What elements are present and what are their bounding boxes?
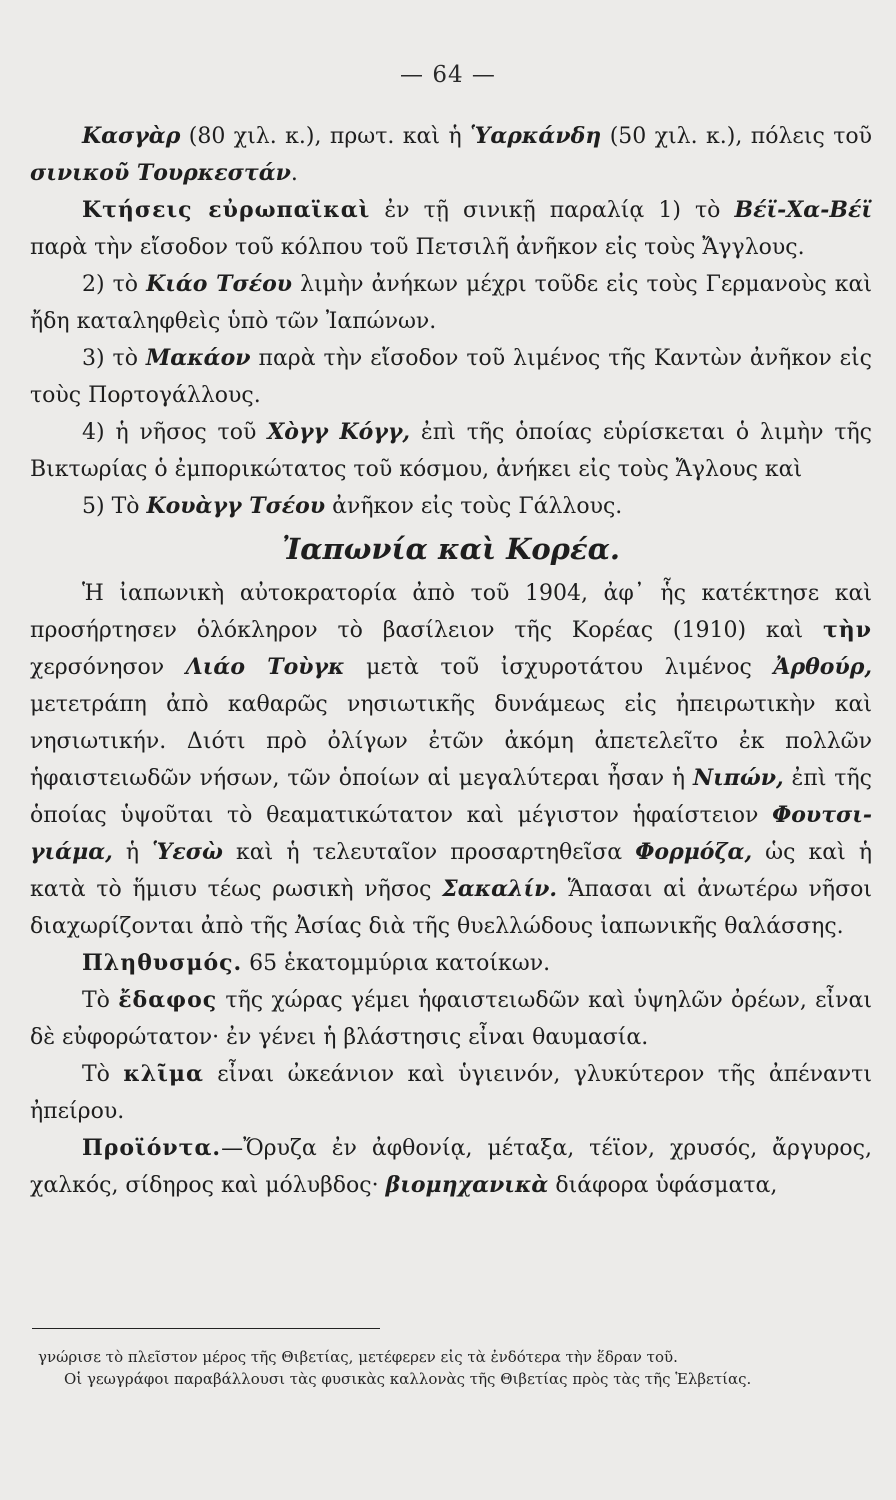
- emphasis-word: τὴν: [822, 617, 872, 643]
- text-span: ἐπὶ τῆς ὁποίας εὑρίσκεται ὁ λιμὴν τῆς Βικτωρίας ὁ ἐμπορικώτατος τοῦ κόσμου, ἀνήκει εἰς τοὺς Ἄγλους καὶ: [30, 420, 872, 482]
- paragraph-kasgar: [30, 118, 872, 192]
- paragraph-macao: [30, 340, 872, 414]
- section-heading-inline: Κτήσεις εὐρωπαϊκαὶ: [82, 197, 371, 223]
- page-number: — 64 —: [400, 62, 496, 88]
- paragraph-kiao-tseou: [30, 266, 872, 340]
- text-span: ἡ: [112, 840, 153, 865]
- section-heading-inline: ἔδαφος: [118, 987, 218, 1013]
- text-span: τῆς χώρας γέμει ἡφαιστειωδῶν καὶ ὑψηλῶν ὀρέων, εἶναι δὲ εὐφορώτατον· ἐν γένει ἡ βλάστησις εἶναι θαυμασία.: [30, 988, 872, 1050]
- paragraph-climate: [30, 1056, 872, 1130]
- text-span: (50 χιλ. κ.), πόλεις τοῦ: [601, 124, 873, 149]
- text-span: 2) τὸ: [82, 272, 147, 297]
- section-heading-inline: Πληθυσμός.: [82, 950, 243, 976]
- paragraph-japan-empire: [30, 575, 872, 945]
- text-span: διάφορα ὑφάσματα,: [548, 1173, 778, 1198]
- section-heading-inline: κλῖμα: [123, 1061, 204, 1087]
- text-span: .: [290, 161, 298, 186]
- text-span: 65 ἑκατομμύρια κατοίκων.: [242, 951, 551, 976]
- text-span: —Ὄρυζα ἐν ἀφθονίᾳ, μέταξα, τέϊον, χρυσός, ἄργυρος, χαλκός, σίδηρος καὶ μόλυβδος·: [30, 1136, 872, 1198]
- text-span: ἀνῆκον εἰς τοὺς Γάλλους.: [325, 494, 623, 519]
- text-span: εἶναι ὠκεάνιον καὶ ὑγιεινόν, γλυκύτερον τῆς ἀπέναντι ἠπείρου.: [30, 1062, 872, 1124]
- text-span: Ἡ ἰαπωνικὴ αὐτοκρατορία ἀπὸ τοῦ 1904, ἀφ᾽ ἧς κατέκτησε καὶ προσήρτησεν ὁλόκληρον τὸ βασίλειον τῆς Κορέας (1910) καὶ: [30, 581, 872, 643]
- text-span: 5) Τὸ: [82, 494, 147, 519]
- body-text: [30, 118, 872, 1204]
- paragraph-kouang-tseou: [30, 488, 872, 525]
- place-name: Φουτσι-γιάμα,: [30, 802, 872, 865]
- place-name: Κιάο Τσέου: [146, 271, 293, 297]
- place-name: Κασγὰρ: [82, 123, 181, 149]
- paragraph-population: [30, 945, 872, 982]
- text-span: μετετράπη ἀπὸ καθαρῶς νησιωτικῆς δυνάμεως εἰς ἠπειρωτικὴν καὶ νησιωτικήν. Διότι πρὸ ὀλίγων ἐτῶν ἀκόμη ἀπετελεῖτο ἐκ πολλῶν ἡφαιστειωδῶν νήσων, τῶν ὁποίων αἱ μεγαλύτεραι ἦσαν ἡ: [30, 692, 872, 791]
- footnotes: [38, 1346, 864, 1390]
- place-name: Λιάο Τοὺγκ: [185, 654, 345, 680]
- place-name: Βέϊ-Χα-Βέϊ: [734, 197, 872, 223]
- footnote-line: Οἱ γεωγράφοι παραβάλλουσι τὰς φυσικὰς καλλονὰς τῆς Θιβετίας πρὸς τὰς τῆς Ἑλβετίας.: [64, 1370, 752, 1388]
- place-name: Κουὰγγ Τσέου: [146, 493, 326, 519]
- section-heading-inline: Προϊόντα.: [82, 1135, 222, 1161]
- paragraph-european-possessions: [30, 192, 872, 266]
- text-span: (80 χιλ. κ.), πρωτ. καὶ ἡ: [180, 124, 471, 149]
- place-name: Μακάον: [145, 345, 251, 371]
- place-name: Ὑαρκάνδη: [470, 123, 602, 149]
- text-span: ἐν τῇ σινικῇ παραλίᾳ 1) τὸ: [370, 198, 735, 223]
- text-span: παρὰ τὴν εἴσοδον τοῦ λιμένος τῆς Καντὼν ἀνῆκον εἰς τοὺς Πορτογάλλους.: [30, 346, 873, 408]
- place-name: Ἀρθούρ,: [773, 654, 872, 680]
- place-name: Χὸγγ Κόγγ,: [267, 419, 411, 445]
- section-title: Ἰαπωνία καὶ Κορέα.: [281, 532, 621, 566]
- text-span: μετὰ τοῦ ἰσχυροτάτου λιμένος: [344, 655, 774, 680]
- place-name: Ὑεσὼ: [152, 839, 223, 865]
- footnote-line: γνώρισε τὸ πλεῖστον μέρος τῆς Θιβετίας, μετέφερεν εἰς τὰ ἐνδότερα τὴν ἕδραν τοῦ.: [38, 1348, 678, 1366]
- text-span: λιμὴν ἀνήκων μέχρι τοῦδε εἰς τοὺς Γερμανοὺς καὶ ἤδη καταληφθεὶς ὑπὸ τῶν Ἰαπώνων.: [30, 272, 873, 334]
- text-span: χερσόνησον: [30, 655, 186, 680]
- footnote-divider: [32, 1328, 380, 1329]
- emphasis-word: βιομηχανικὰ: [385, 1172, 549, 1198]
- paragraph-soil: [30, 982, 872, 1056]
- text-span: Τὸ: [82, 988, 119, 1013]
- text-span: Ἅπασαι αἱ ἀνωτέρω νῆσοι διαχωρίζονται ἀπὸ τῆς Ἀσίας διὰ τῆς θυελλώδους ἰαπωνικῆς θαλάσσης.: [30, 877, 872, 939]
- place-name: σινικοῦ Τουρκεστάν: [30, 160, 291, 186]
- paragraph-products: [30, 1130, 872, 1204]
- text-span: ἐπὶ τῆς ὁποίας ὑψοῦται τὸ θεαματικώτατον καὶ μέγιστον ἡφαίστειον: [30, 766, 872, 828]
- text-span: 4) ἡ νῆσος τοῦ: [82, 420, 268, 445]
- place-name: Νιπών,: [692, 765, 784, 791]
- place-name: Φορμόζα,: [635, 839, 753, 865]
- text-span: Τὸ: [82, 1062, 124, 1087]
- place-name: Σακαλίν.: [442, 876, 558, 902]
- text-span: ὡς καὶ ἡ κατὰ τὸ ἥμισυ τέως ρωσικὴ νῆσος: [30, 840, 873, 902]
- paragraph-hong-kong: [30, 414, 872, 488]
- text-span: 3) τὸ: [82, 346, 146, 371]
- text-span: παρὰ τὴν εἴσοδον τοῦ κόλπου τοῦ Πετσιλῆ ἀνῆκον εἰς τοὺς Ἄγγλους.: [30, 235, 805, 260]
- text-span: καὶ ἡ τελευταῖον προσαρτηθεῖσα: [222, 840, 636, 865]
